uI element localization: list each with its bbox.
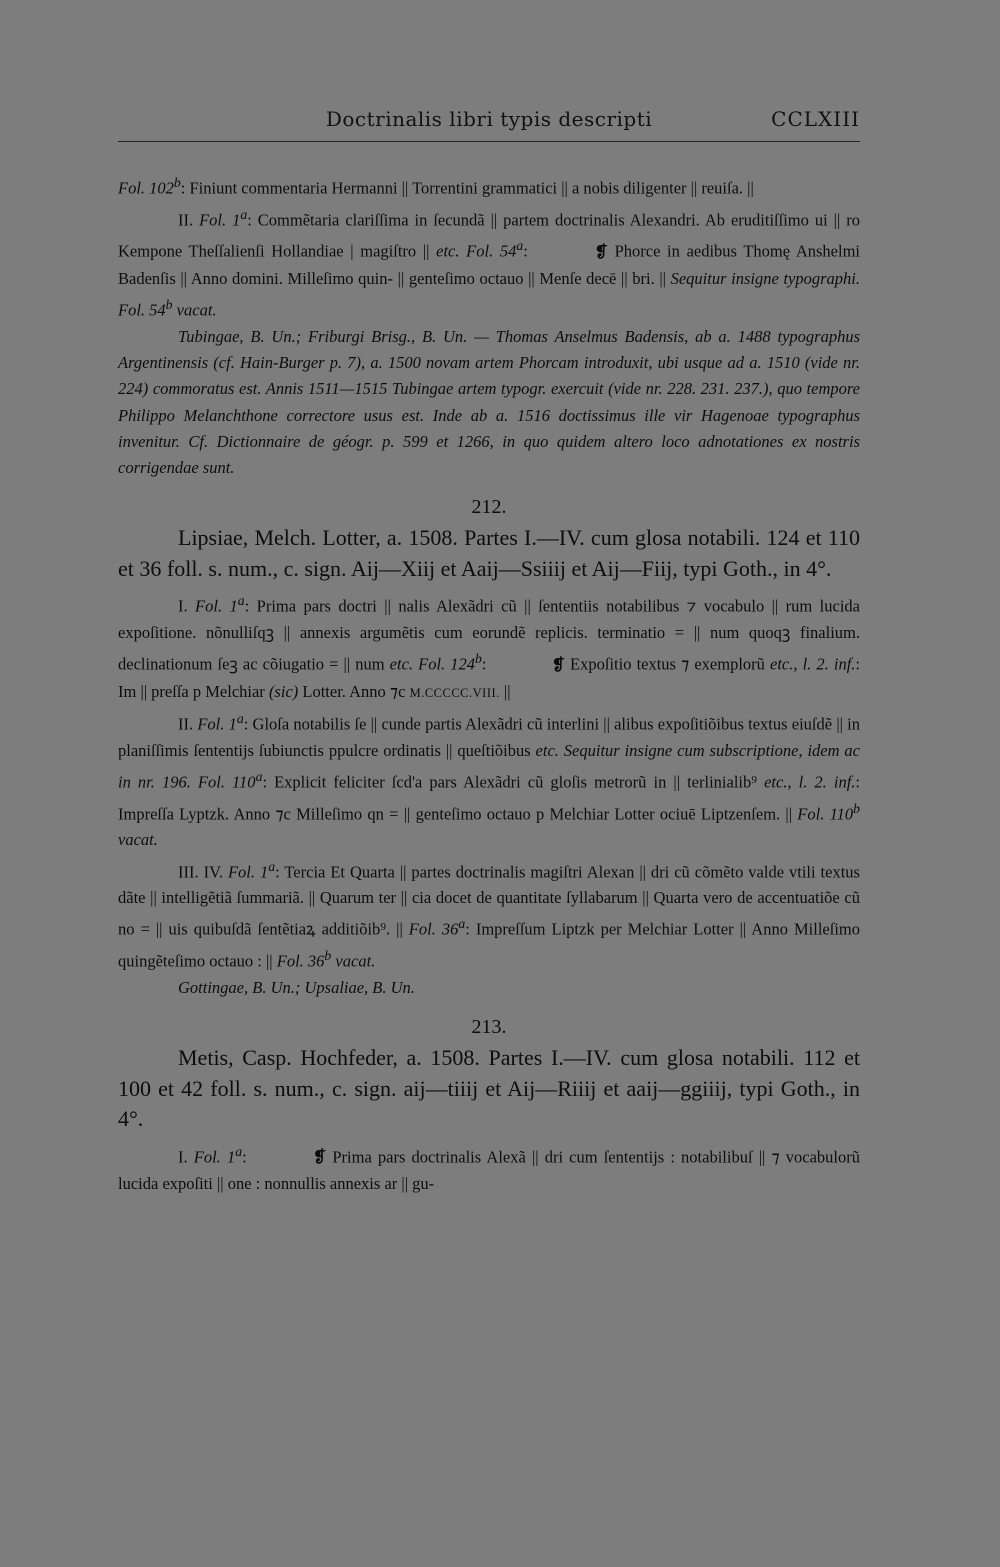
paragraph-212-part-i bbox=[118, 588, 860, 706]
text-run-italic: etc. Sequitur insigne cum subscriptione, idem ac in nr. 196. Fol. 110 bbox=[118, 740, 860, 792]
part-marker: III. IV. bbox=[178, 862, 228, 882]
part-marker: II. bbox=[178, 210, 200, 230]
part-marker: II. bbox=[178, 714, 198, 734]
text-run-italic: vacat. bbox=[331, 951, 376, 971]
text-run: : bbox=[523, 241, 535, 261]
roman-date: M.CCCCC.VIII. bbox=[409, 685, 500, 700]
pilcrow-icon: ❡ bbox=[551, 656, 565, 674]
pilcrow-icon: ❡ bbox=[312, 1149, 327, 1167]
text-run: : Tercia Et Quarta || partes doctrinalis magiſtri Alexan || dri cũ cõmẽto valde vtili textus dãte || intelligẽtiã ſummariã. || Quarum ter || cia docet de quantitate ſyllabarum || Quarta vero de accentuatiõe cũ no = || uis quibuſdã ſentẽtiaꝝ additiõib⁹. || bbox=[118, 862, 860, 939]
text-run-italic: etc., l. 2. inf. bbox=[764, 772, 856, 792]
folio-sup: b bbox=[475, 651, 482, 667]
text-run: : Gloſa notabilis ſe || cunde partis Alexãdri cũ interlini || alibus expoſitiõibus textus eiuſdẽ || in planiſſimis ſententijs ſubiunctis ppulcre ordinatis || queſtiõibus bbox=[118, 714, 860, 760]
page-header bbox=[118, 107, 860, 142]
folio-ref: Fol. 36 bbox=[408, 919, 459, 939]
part-marker: I. bbox=[178, 1147, 194, 1167]
folio-sup: b bbox=[165, 297, 173, 313]
text-run: : Finiunt commentaria Hermanni || Torrentini grammatici || a nobis diligenter || reuiſa. || bbox=[180, 178, 754, 198]
folio-ref: Fol. 102 bbox=[118, 178, 174, 198]
folio-sup: a bbox=[235, 1143, 243, 1159]
paragraph-part-ii bbox=[118, 202, 860, 324]
folio-ref: Fol. 36 bbox=[276, 951, 325, 971]
paragraph-212-part-ii bbox=[118, 706, 860, 854]
text-run-italic: (sic) bbox=[268, 681, 299, 701]
text-run-italic: vacat. bbox=[172, 300, 217, 320]
text-run-italic: etc., l. 2. inf. bbox=[770, 654, 856, 674]
pilcrow-icon: ❡ bbox=[594, 243, 608, 261]
running-title: Doctrinalis libri typis descripti bbox=[325, 107, 653, 131]
folio-sup: b bbox=[853, 800, 860, 816]
folio-ref: Fol. 1 bbox=[195, 596, 238, 616]
text-run: : Impreſſa Lyptzk. Anno ⁊c Milleſimo qn = || genteſimo octauo p Melchiar Lotter ociuē Liptzenſem. || bbox=[118, 772, 861, 824]
folio-ref: Fol. 1 bbox=[227, 862, 269, 882]
entry-number-212: 212. bbox=[471, 496, 507, 519]
page-number: CCLXIII bbox=[771, 107, 860, 131]
folio-sup: a bbox=[516, 238, 524, 254]
folio-sup: b bbox=[173, 175, 181, 190]
text-run: : Commẽtaria clariſſima in ſecundã || partem doctrinalis Alexandri. Ab eruditiſſimo ui || ro Kempone Theſſalienſi Hollandiae | magiſtro || bbox=[118, 210, 860, 261]
folio-sup: a bbox=[458, 916, 466, 932]
folio-sup: a bbox=[237, 593, 245, 609]
folio-sup: a bbox=[268, 858, 276, 874]
text-run-italic: Sequitur insigne typographi. Fol. 54 bbox=[118, 269, 860, 320]
entry-heading-212: Lipsiae, Melch. Lotter, a. 1508. Partes I.—IV. cum glosa notabili. 124 et 110 et 36 foll. s. num., c. sign. Aij—Xiij et Aaij—Ssiiij et Aij—Fiij, typi Goth., in 4°. bbox=[118, 525, 860, 581]
folio-sup: a bbox=[255, 768, 263, 784]
text-run: : Explicit feliciter ſcd'a pars Alexãdri cũ gloſis metrorũ in || terlinialib⁹ bbox=[262, 772, 765, 792]
paragraph-212-locations: Gottingae, B. Un.; Upsaliae, B. Un. bbox=[178, 977, 415, 997]
page-body bbox=[118, 170, 860, 1197]
entry-heading-213: Metis, Casp. Hochfeder, a. 1508. Partes I.—IV. cum glosa notabili. 112 et 100 et 42 foll. s. num., c. sign. aij—tiiij et Aij—Riiij et aaij—ggiiij, typi Goth., in 4°. bbox=[118, 1045, 860, 1132]
folio-ref: Fol. 1 bbox=[199, 210, 241, 230]
folio-ref: Fol. 110 bbox=[797, 804, 854, 824]
text-run-italic: vacat. bbox=[118, 830, 158, 850]
folio-ref: Fol. 1 bbox=[193, 1147, 236, 1167]
text-run: : bbox=[242, 1147, 253, 1167]
paragraph-212-part-iii-iv bbox=[118, 854, 860, 975]
paragraph-213-part-i bbox=[118, 1139, 860, 1198]
folio-sup: b bbox=[324, 948, 332, 964]
folio-sup: a bbox=[240, 206, 248, 222]
text-run: : Prima pars doctri || nalis Alexãdri cũ || ſententiis notabilibus ⁊ vocabulo || rum lucida expoſitione. nõnulliſqꝫ || annexis argumẽtis cum eorundẽ replicis. terminatio = || num quoqꝫ finalium. declinationum ſeꝫ ac cõiugatio = || num bbox=[118, 596, 860, 674]
folio-ref: Fol. 1 bbox=[197, 714, 237, 734]
text-run: Expoſitio textus ⁊ exemplorũ bbox=[564, 654, 771, 674]
folio-ref: etc. Fol. 54 bbox=[436, 241, 517, 261]
text-run: || bbox=[499, 681, 511, 701]
text-run: Phorce in aedibus Thomę Anshelmi Badenſis || Anno domini. Milleſimo quin- || genteſimo octauo || Menſe decē || bri. || bbox=[118, 241, 860, 289]
paragraph-locations-note: Tubingae, B. Un.; Friburgi Brisg., B. Un. — Thomas Anselmus Badensis, ab a. 1488 typographus Argentinensis (cf. Hain-Burger p. 7), a. 1500 novam artem Phorcam introduxit, ubi usque ad a. 1510 (vide nr. 224) commoratus est. Annis 1511—1515 Tubingae artem typogr. exercuit (vide nr. 228. 231. 237.), quo tempore Philippo Melanchthone correctore usus est. Inde ab a. 1516 doctissimus ille vir Hagenoae typographus invenitur. Cf. Dictionnaire de géogr. p. 599 et 1266, in quo quidem altero loco adnotationes ex nostris corrigendae sunt. bbox=[118, 327, 860, 478]
folio-ref: etc. Fol. 124 bbox=[389, 654, 475, 674]
text-run: Prima pars doctrinalis Alexã || dri cum ſententijs : notabilibuſ || ⁊ vocabulorũ lucida expoſiti || one : nonnullis annexis ar || gu- bbox=[118, 1147, 861, 1194]
paragraph-fol-102b bbox=[118, 170, 860, 202]
entry-number-213: 213. bbox=[471, 1016, 507, 1039]
text-run: : Impreſſum Liptzk per Melchiar Lotter || Anno Milleſimo quingẽteſimo octauo : || bbox=[118, 919, 860, 971]
folio-sup: a bbox=[236, 711, 244, 727]
text-run: : bbox=[481, 654, 492, 674]
text-run: Lotter. Anno ⁊c bbox=[298, 681, 410, 701]
text-run: : Im || preſſa p Melchiar bbox=[118, 654, 860, 701]
part-marker: I. bbox=[178, 596, 196, 616]
